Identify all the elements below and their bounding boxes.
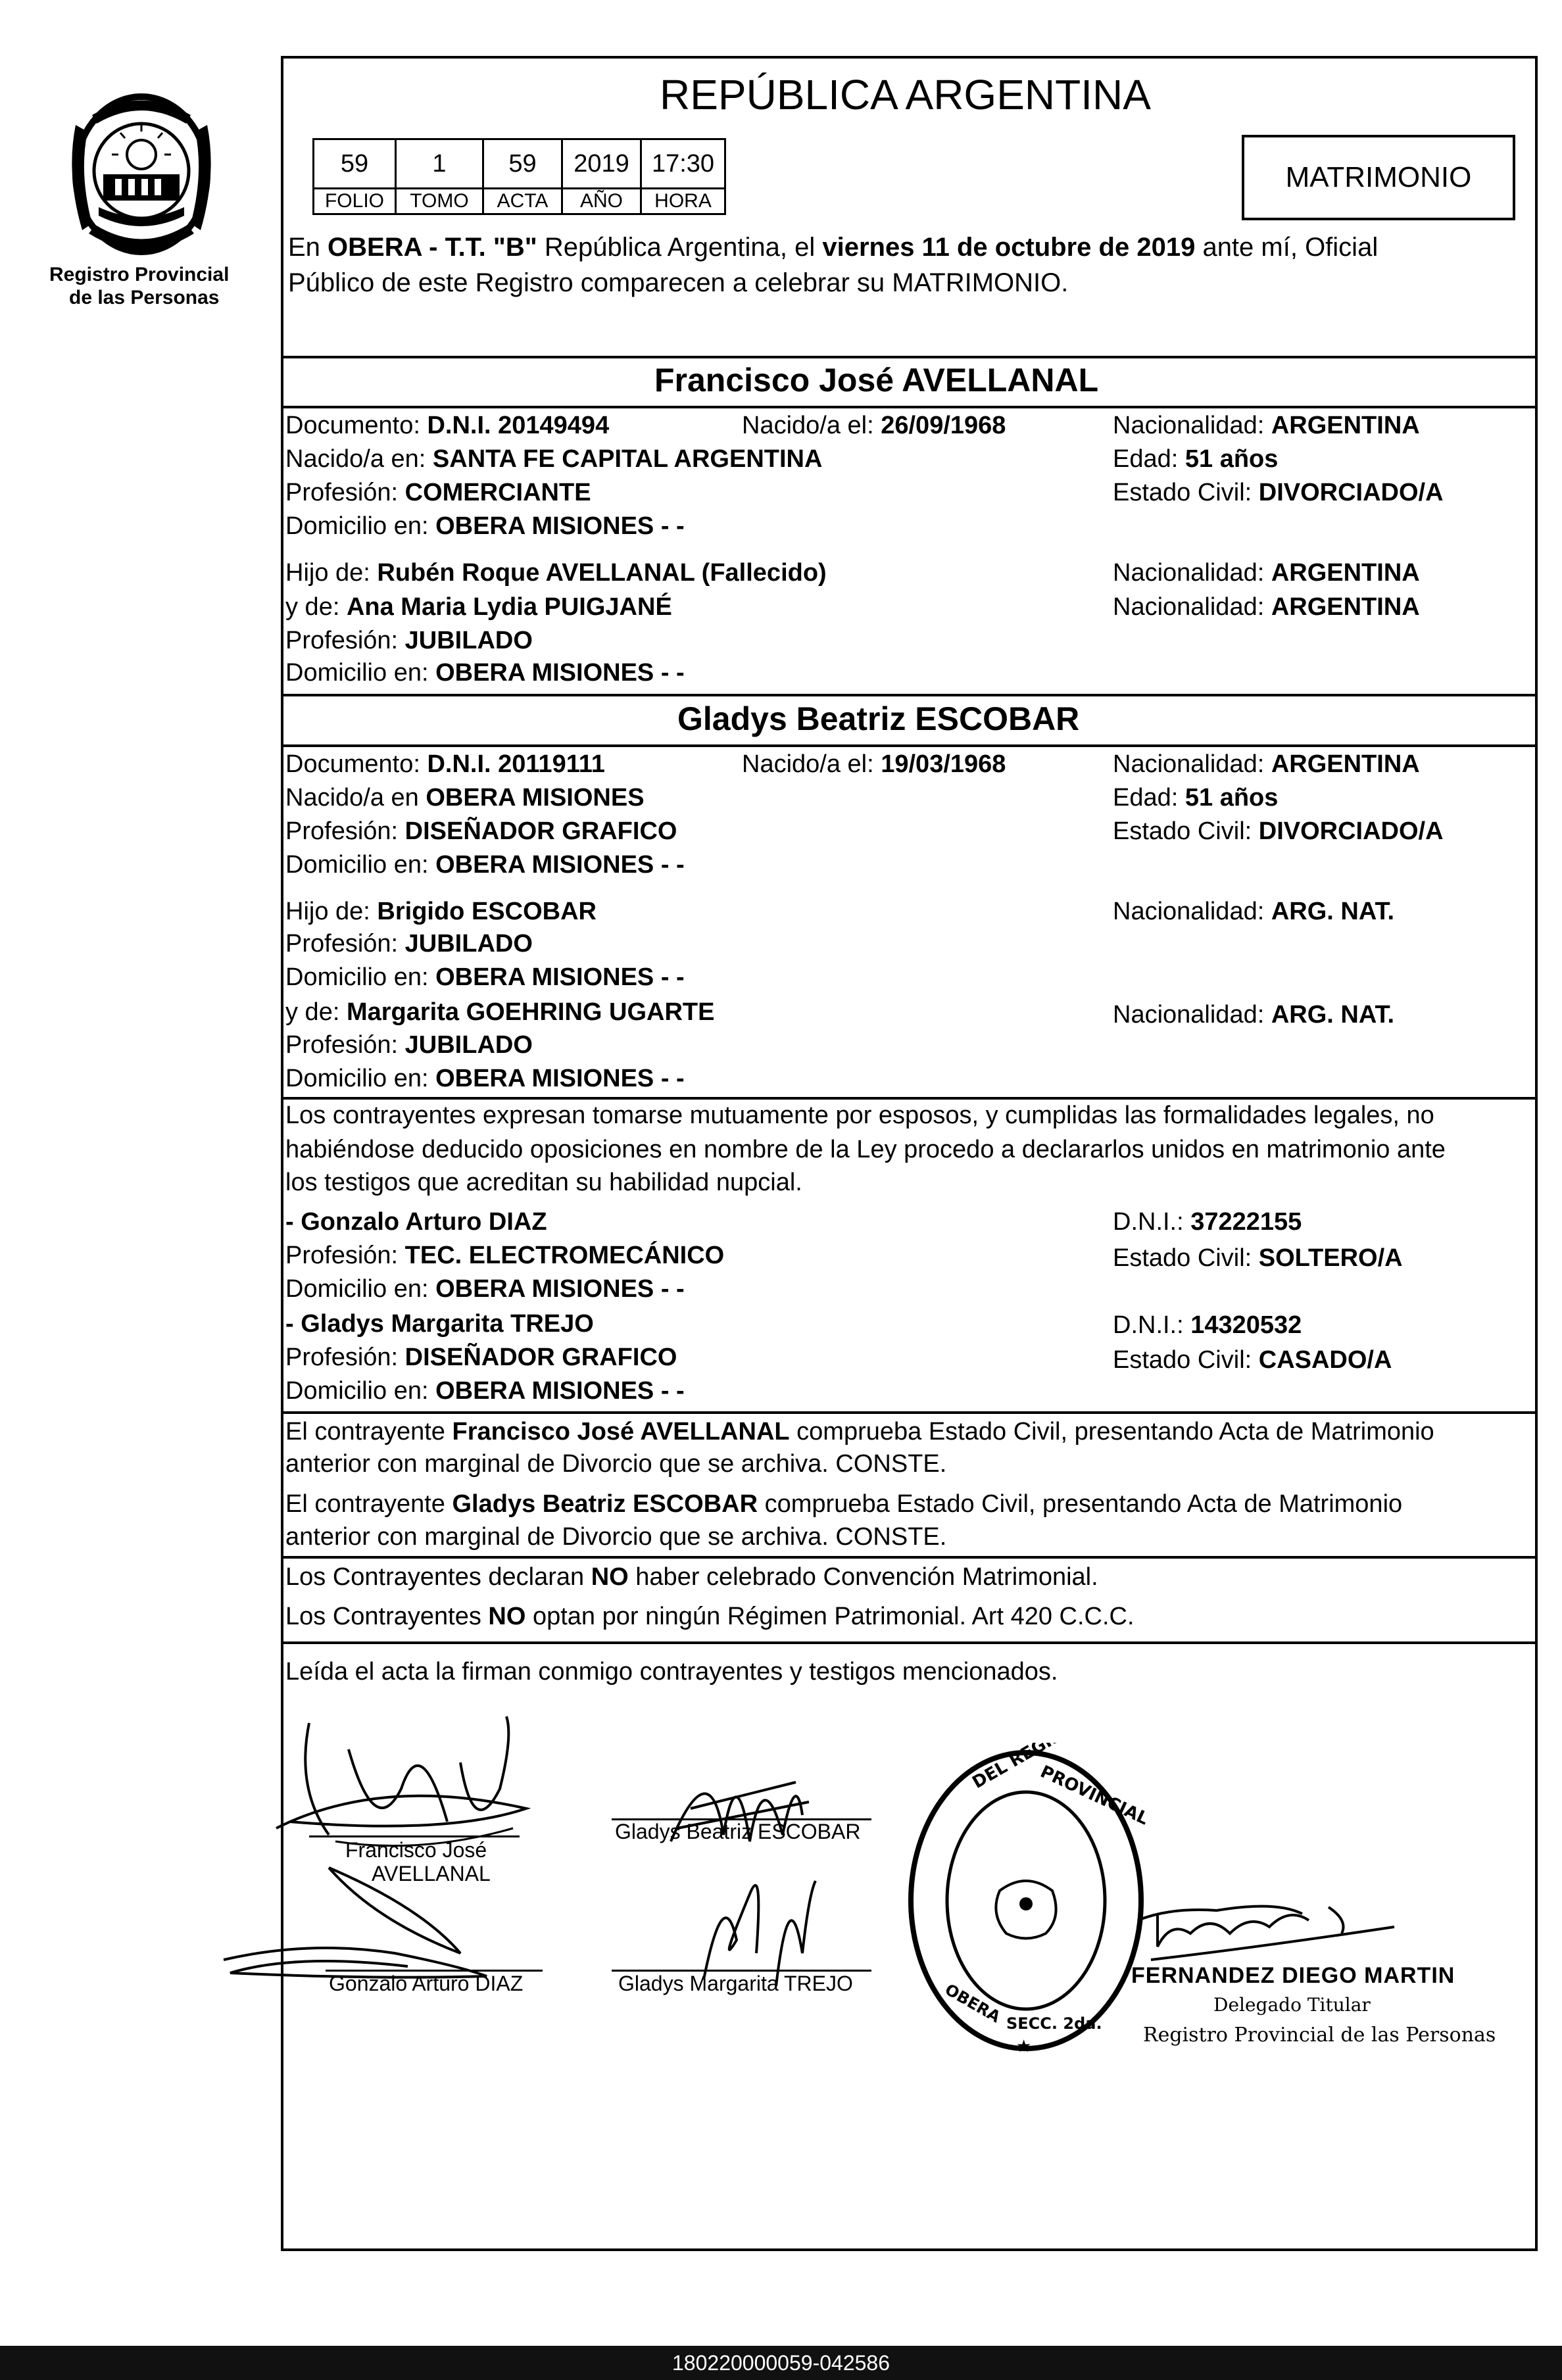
field-value: OBERA MISIONES - - (435, 1377, 685, 1405)
tomo-value: 1 (396, 139, 483, 189)
proof-text: El contrayente (285, 1418, 452, 1445)
svg-text:SECC. 2da.: SECC. 2da. (1006, 2014, 1102, 2033)
hour-label: HORA (641, 189, 725, 214)
field-value: COMERCIANTE (404, 479, 591, 506)
bride-domicile (285, 852, 685, 877)
acta-value: 59 (483, 139, 562, 189)
groom-parent-domicile (285, 660, 685, 685)
field-label: D.N.I.: (1113, 1208, 1191, 1236)
groom-name-heading: Francisco José AVELLANAL (654, 362, 1099, 399)
field-value: OBERA MISIONES - - (435, 512, 685, 540)
field-label: Domicilio en: (285, 1065, 436, 1092)
witness-1-domicile (285, 1276, 685, 1301)
regime-negation: NO (488, 1603, 526, 1630)
hour-value: 17:30 (641, 139, 725, 189)
field-label: Hijo de: (285, 898, 378, 925)
svg-text:PROVINCIAL: PROVINCIAL (1037, 1762, 1148, 1830)
groom-profession (285, 480, 591, 505)
field-value: Margarita GOEHRING UGARTE (346, 998, 715, 1026)
bride-father (285, 899, 597, 924)
field-value: D.N.I. 20149494 (427, 412, 610, 439)
field-label: Nacionalidad: (1113, 412, 1271, 439)
proof-bride-line-1 (285, 1492, 1402, 1517)
groom-signature-label-1: Francisco José (345, 1838, 487, 1862)
field-label: Nacido/a el: (742, 412, 881, 439)
divider (281, 1641, 1535, 1644)
field-value: OBERA MISIONES - - (435, 659, 685, 687)
proof-text: comprueba Estado Civil, presentando Acta de Matrimonio (789, 1418, 1434, 1445)
witness-1-signature-label: Gonzalo Arturo DIAZ (329, 1972, 524, 1995)
document-title: REPÚBLICA ARGENTINA (660, 71, 1151, 118)
regime-text: Los Contrayentes declaran (285, 1563, 591, 1591)
field-label: y de: (285, 593, 347, 621)
field-value: DISEÑADOR GRAFICO (404, 1344, 677, 1371)
field-value: TEC. ELECTROMECÁNICO (404, 1242, 725, 1269)
bride-document (285, 752, 605, 777)
proof-text: comprueba Estado Civil, presentando Acta de Matrimonio (758, 1490, 1403, 1518)
field-value: OBERA MISIONES (426, 784, 645, 812)
groom-birthplace (285, 447, 822, 472)
field-label: Profesión: (285, 479, 405, 506)
proof-groom-line-2: anterior con marginal de Divorcio que se archiva. CONSTE. (285, 1450, 947, 1478)
bride-nationality (1113, 752, 1420, 777)
province-seal-logo (62, 85, 220, 266)
field-value: Ana Maria Lydia PUIGJANÉ (346, 593, 672, 621)
groom-domicile (285, 514, 685, 539)
officer-signature (1131, 1881, 1407, 1973)
witness-1-civil-status (1113, 1246, 1403, 1271)
field-value: 51 años (1184, 784, 1279, 812)
proof-text: El contrayente (285, 1490, 452, 1518)
officer-role: Delegado Titular (1213, 1994, 1371, 2016)
field-label: Nacido/a en: (285, 445, 433, 473)
field-value: 37222155 (1190, 1208, 1302, 1236)
field-label: Profesión: (285, 1242, 405, 1269)
field-label: Nacionalidad: (1113, 898, 1271, 925)
acta-label: ACTA (483, 189, 562, 214)
field-label: Profesión: (285, 1031, 405, 1059)
declaration-line-1: Los contrayentes expresan tomarse mutuamente por esposos, y cumplidas las formalidades legales, no (285, 1102, 1434, 1129)
groom-mother-nationality (1113, 595, 1420, 619)
witness-1-dni (1113, 1209, 1302, 1234)
folio-label: FOLIO (314, 189, 396, 214)
field-value: 14320532 (1190, 1311, 1302, 1339)
field-label: Hijo de: (285, 559, 378, 587)
signature-line (309, 1835, 520, 1837)
bride-mother-domicile (285, 1066, 685, 1091)
official-stamp (904, 1743, 1148, 2058)
witness-1-signature (210, 1855, 552, 1986)
witness-2-profession (285, 1345, 677, 1370)
bride-mother (285, 1000, 714, 1025)
field-value: OBERA MISIONES - - (435, 1275, 685, 1303)
field-label: Nacionalidad: (1113, 593, 1271, 621)
field-value: 19/03/1968 (881, 750, 1006, 778)
intro-text: República Argentina, el (537, 233, 823, 262)
bride-mother-nationality (1113, 1002, 1394, 1027)
field-value: JUBILADO (404, 627, 533, 654)
field-label: Profesión: (285, 817, 405, 845)
intro-date: viernes 11 de octubre de 2019 (822, 233, 1196, 262)
field-value: SANTA FE CAPITAL ARGENTINA (432, 445, 823, 473)
regime-line-2 (285, 1604, 1135, 1629)
intro-line-1 (288, 234, 1378, 260)
field-label: Documento: (285, 412, 427, 439)
field-value: Brigido ESCOBAR (377, 898, 597, 925)
field-label: Documento: (285, 750, 427, 778)
tomo-label: TOMO (396, 189, 483, 214)
field-label: Domicilio en: (285, 963, 436, 991)
regime-line-1 (285, 1565, 1098, 1590)
regime-negation: NO (591, 1563, 629, 1591)
field-label: Nacionalidad: (1113, 559, 1271, 587)
registry-name-line2: de las Personas (69, 287, 220, 308)
groom-signature-label-2: AVELLANAL (372, 1862, 491, 1885)
bride-civil-status (1113, 819, 1444, 844)
field-label: Profesión: (285, 930, 405, 958)
officer-organization: Registro Provincial de las Personas (1143, 2024, 1496, 2047)
field-label: Nacionalidad: (1113, 1001, 1271, 1029)
witness-2-name: - Gladys Margarita TREJO (285, 1310, 594, 1338)
field-value: ARG. NAT. (1271, 1001, 1395, 1029)
intro-text: ante mí, Oficial (1195, 233, 1379, 262)
bride-age (1113, 785, 1278, 810)
field-label: Estado Civil: (1113, 817, 1259, 845)
act-type-box: MATRIMONIO (1242, 135, 1515, 220)
svg-text:★: ★ (1016, 2037, 1032, 2056)
field-value: DIVORCIADO/A (1258, 479, 1444, 506)
field-value: CASADO/A (1258, 1346, 1392, 1374)
proof-name: Francisco José AVELLANAL (452, 1418, 790, 1445)
document-barcode-code: 180220000059-042586 (0, 2346, 1562, 2380)
bride-father-profession (285, 931, 533, 956)
officer-name: FERNANDEZ DIEGO MARTIN (1131, 1963, 1455, 1988)
field-label: Profesión: (285, 627, 405, 654)
proof-bride-line-2: anterior con marginal de Divorcio que se archiva. CONSTE. (285, 1523, 947, 1551)
bride-birthplace (285, 785, 645, 810)
groom-birthdate (742, 413, 1006, 438)
field-label: Domicilio en: (285, 851, 436, 879)
field-label: Edad: (1113, 445, 1185, 473)
field-value: ARGENTINA (1271, 559, 1420, 587)
groom-parent-profession (285, 628, 533, 653)
field-value: ARGENTINA (1271, 412, 1420, 439)
divider (281, 744, 1535, 747)
field-label: Nacionalidad: (1113, 750, 1271, 778)
year-value: 2019 (562, 139, 641, 189)
field-value: SOLTERO/A (1258, 1244, 1403, 1272)
bride-signature-label: Gladys Beatriz ESCOBAR (615, 1820, 861, 1843)
bride-father-nationality (1113, 899, 1394, 924)
field-label: y de: (285, 998, 347, 1026)
bride-mother-profession (285, 1032, 533, 1057)
bride-father-domicile (285, 965, 685, 990)
witness-1-profession (285, 1243, 724, 1268)
divider (281, 1097, 1535, 1100)
witness-2-civil-status (1113, 1348, 1392, 1372)
field-value: 51 años (1184, 445, 1279, 473)
bride-birthdate (742, 752, 1006, 777)
groom-father-nationality (1113, 560, 1420, 585)
folio-value: 59 (314, 139, 396, 189)
divider (281, 694, 1535, 696)
groom-civil-status (1113, 480, 1444, 505)
field-label: Estado Civil: (1113, 1244, 1259, 1272)
field-value: DIVORCIADO/A (1258, 817, 1444, 845)
bride-profession (285, 819, 677, 844)
proof-name: Gladys Beatriz ESCOBAR (452, 1490, 758, 1518)
groom-mother (285, 595, 672, 619)
intro-place: OBERA - T.T. "B" (328, 233, 537, 262)
field-value: OBERA MISIONES - - (435, 1065, 685, 1092)
field-value: OBERA MISIONES - - (435, 963, 685, 991)
field-value: OBERA MISIONES - - (435, 851, 685, 879)
intro-text: En (288, 233, 328, 262)
field-label: Domicilio en: (285, 659, 436, 687)
proof-groom-line-1 (285, 1419, 1434, 1444)
declaration-line-3: los testigos que acreditan su habilidad nupcial. (285, 1169, 802, 1196)
divider (281, 1556, 1535, 1559)
field-label: D.N.I.: (1113, 1311, 1191, 1339)
regime-text: haber celebrado Convención Matrimonial. (628, 1563, 1098, 1591)
field-label: Edad: (1113, 784, 1185, 812)
svg-text:OBERA: OBERA (942, 1979, 1004, 2027)
field-value: ARG. NAT. (1271, 898, 1395, 925)
groom-document (285, 413, 609, 438)
field-label: Domicilio en: (285, 512, 436, 540)
groom-father (285, 560, 827, 585)
year-label: AÑO (562, 189, 641, 214)
regime-text: optan por ningún Régimen Patrimonial. Art 420 C.C.C. (525, 1603, 1135, 1630)
divider (281, 406, 1535, 408)
field-label: Estado Civil: (1113, 1346, 1259, 1374)
witness-1-name: - Gonzalo Arturo DIAZ (285, 1208, 547, 1236)
bride-name-heading: Gladys Beatriz ESCOBAR (677, 700, 1080, 737)
field-value: JUBILADO (404, 1031, 533, 1059)
groom-nationality (1113, 413, 1420, 438)
field-value: DISEÑADOR GRAFICO (404, 817, 677, 845)
field-value: ARGENTINA (1271, 593, 1420, 621)
field-value: D.N.I. 20119111 (427, 750, 605, 778)
closing-statement: Leída el acta la firman conmigo contrayentes y testigos mencionados. (285, 1658, 1058, 1686)
field-value: Rubén Roque AVELLANAL (Fallecido) (377, 559, 827, 587)
registry-numbers-table (312, 138, 726, 215)
groom-age (1113, 447, 1278, 472)
field-label: Nacido/a el: (742, 750, 881, 778)
witness-2-signature-label: Gladys Margarita TREJO (618, 1972, 853, 1995)
divider (281, 1411, 1535, 1414)
field-value: ARGENTINA (1271, 750, 1420, 778)
intro-line-2: Público de este Registro comparecen a celebrar su MATRIMONIO. (288, 268, 1069, 297)
divider (281, 356, 1535, 358)
field-label: Domicilio en: (285, 1275, 436, 1303)
field-label: Profesión: (285, 1344, 405, 1371)
witness-2-dni (1113, 1313, 1302, 1338)
field-value: JUBILADO (404, 930, 533, 958)
witness-2-domicile (285, 1378, 685, 1403)
field-label: Domicilio en: (285, 1377, 436, 1405)
regime-text: Los Contrayentes (285, 1603, 489, 1630)
field-label: Estado Civil: (1113, 479, 1259, 506)
field-value: 26/09/1968 (881, 412, 1006, 439)
declaration-line-2: habiéndose deducido oposiciones en nombre de la Ley procedo a declararlos unidos en matrimonio ante (285, 1136, 1446, 1163)
svg-text:DEL REGISTRO: DEL REGISTRO (969, 1743, 1100, 1793)
field-label: Nacido/a en (285, 784, 426, 812)
registry-name-line1: Registro Provincial (49, 264, 230, 285)
